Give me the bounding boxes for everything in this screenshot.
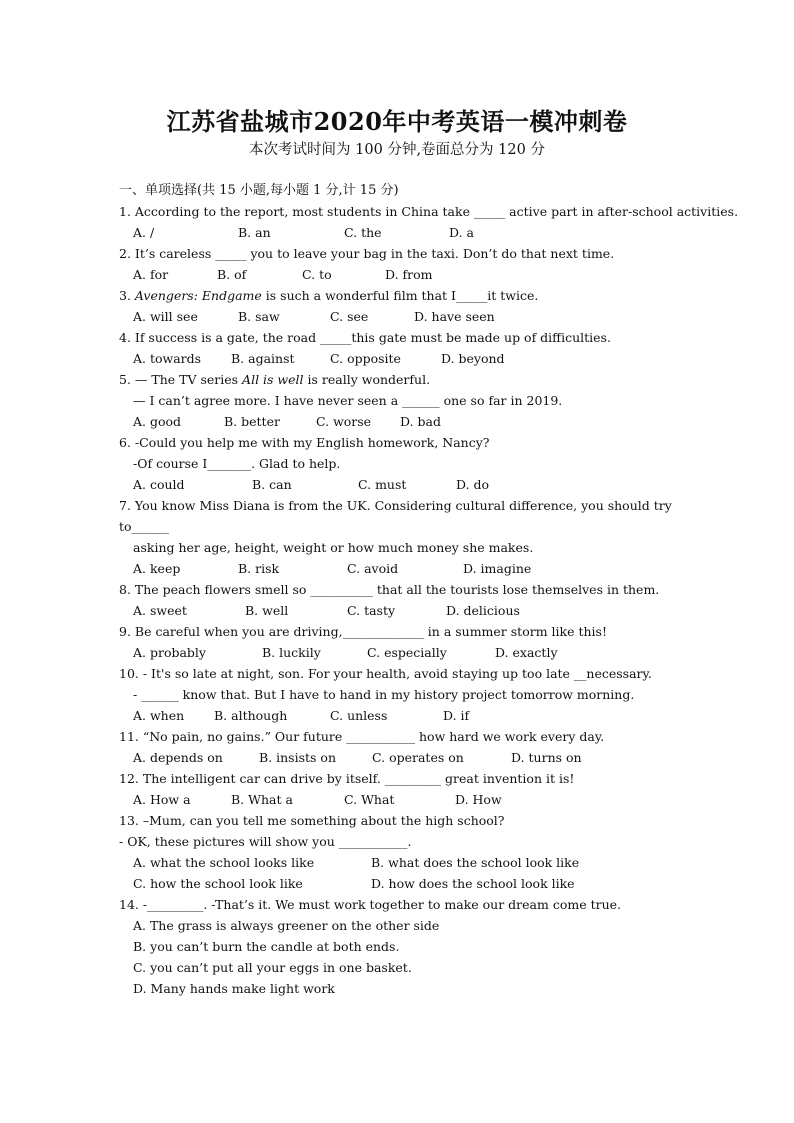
question-2: 2. It’s careless _____ you to leave your bag in the taxi. Don’t do that next time. [119,246,615,261]
option-d: D. How [455,792,502,807]
option-a: A. good [133,414,182,429]
question-14: 14. -_________. -That’s it. We must work together to make our dream come true. [119,897,621,912]
question-list [119,180,739,999]
option-d: D. how does the school look like [371,876,575,891]
question-3-options [119,306,679,327]
question-6: 6. -Could you help me with my English homework, Nancy? [119,435,490,450]
question-9-options [119,642,679,663]
option-b: B. risk [238,561,280,576]
option-b: B. saw [238,309,280,324]
option-a: A. will see [133,309,198,324]
option-b: B. better [224,414,280,429]
option-b: B. can [252,477,292,492]
question-6-reply: -Of course I_______. Glad to help. [133,456,341,471]
option-a: A. / [133,225,155,240]
question-10-reply: - ______ know that. But I have to hand in my history project tomorrow morning. [133,687,635,702]
option-c: C. the [344,225,382,240]
option-c: C. worse [316,414,372,429]
option-d: D. a [449,225,474,240]
option-b: B. of [217,267,247,282]
question-6-options [119,474,679,495]
question-13-options-row1 [119,852,679,873]
question-7-options [119,558,679,579]
question-13: 13. –Mum, can you tell me something about the high school? [119,813,505,828]
question-1-options [119,222,679,243]
question-4: 4. If success is a gate, the road _____this gate must be made up of difficulties. [119,330,611,345]
question-12: 12. The intelligent car can drive by itself. _________ great invention it is! [119,771,575,786]
series-title: All is well [242,372,304,387]
option-b: B. what does the school look like [371,855,580,870]
option-d: D. delicious [446,603,520,618]
option-a: A. what the school looks like [133,855,315,870]
option-d: D. if [443,708,470,723]
page-subtitle: 本次考试时间为 100 分钟,卷面总分为 120 分 [249,142,545,158]
question-7: 7. You know Miss Diana is from the UK. Considering cultural difference, you should try [119,498,672,513]
option-a: A. depends on [133,750,223,765]
option-c: C. avoid [347,561,399,576]
option-d: D. Many hands make light work [133,981,335,996]
question-8: 8. The peach flowers smell so __________ that all the tourists lose themselves in them. [119,582,660,597]
option-a: A. How a [133,792,191,807]
option-a: A. sweet [133,603,187,618]
question-5-options [119,411,679,432]
page-title: 江苏省盐城市2020年中考英语一模冲刺卷 [166,107,628,136]
option-a: A. keep [133,561,181,576]
question-5-reply: — I can’t agree more. I have never seen a ______ one so far in 2019. [133,393,563,408]
question-5 [119,369,679,390]
option-a: A. The grass is always greener on the other side [133,918,440,933]
option-a: A. when [133,708,185,723]
option-a: A. for [133,267,169,282]
option-c: C. operates on [372,750,464,765]
option-b: B. you can’t burn the candle at both ends. [133,939,400,954]
option-c: C. What [344,792,395,807]
option-b: B. well [245,603,289,618]
option-b: B. although [214,708,288,723]
question-2-options [119,264,679,285]
option-a: A. probably [133,645,206,660]
option-c: C. opposite [330,351,401,366]
question-5-text-end: is really wonderful. [303,372,431,387]
question-3-text: is such a wonderful film that I_____it twice. [261,288,539,303]
question-7-continued: asking her age, height, weight or how much money she makes. [133,540,534,555]
option-b: B. What a [231,792,293,807]
option-c: C. how the school look like [133,876,303,891]
option-c: C. must [358,477,407,492]
question-5-text-start: 5. — The TV series [119,372,243,387]
option-c: C. tasty [347,603,396,618]
option-d: D. imagine [463,561,532,576]
question-3-number: 3. [119,288,135,303]
question-4-options [119,348,679,369]
option-d: D. exactly [495,645,558,660]
option-d: D. do [456,477,490,492]
option-d: D. have seen [414,309,495,324]
option-c: C. especially [367,645,447,660]
question-11: 11. “No pain, no gains.” Our future ___________ how hard we work every day. [119,729,605,744]
question-1: 1. According to the report, most students in China take _____ active part in after-school activities. [119,204,739,219]
option-d: D. bad [400,414,441,429]
option-c: C. to [302,267,332,282]
option-d: D. beyond [441,351,505,366]
option-d: D. from [385,267,433,282]
option-c: C. unless [330,708,388,723]
option-c: C. see [330,309,369,324]
question-13-reply: - OK, these pictures will show you ___________. [119,834,412,849]
question-12-options [119,789,679,810]
question-7-wrap: to______ [119,519,170,534]
question-10-options [119,705,679,726]
option-a: A. towards [133,351,202,366]
option-b: B. an [238,225,271,240]
question-3 [119,285,679,306]
option-b: B. luckily [262,645,321,660]
question-13-options-row2 [119,873,679,894]
option-c: C. you can’t put all your eggs in one basket. [133,960,412,975]
question-9: 9. Be careful when you are driving,_____________ in a summer storm like this! [119,624,607,639]
section-heading: 一、单项选择(共 15 小题,每小题 1 分,计 15 分) [119,183,399,198]
option-b: B. insists on [259,750,336,765]
question-10: 10. - It's so late at night, son. For your health, avoid staying up too late __necessary. [119,666,652,681]
option-a: A. could [133,477,185,492]
question-11-options [119,747,679,768]
question-8-options [119,600,679,621]
option-d: D. turns on [511,750,582,765]
option-b: B. against [231,351,295,366]
film-title: Avengers: Endgame [134,288,262,303]
